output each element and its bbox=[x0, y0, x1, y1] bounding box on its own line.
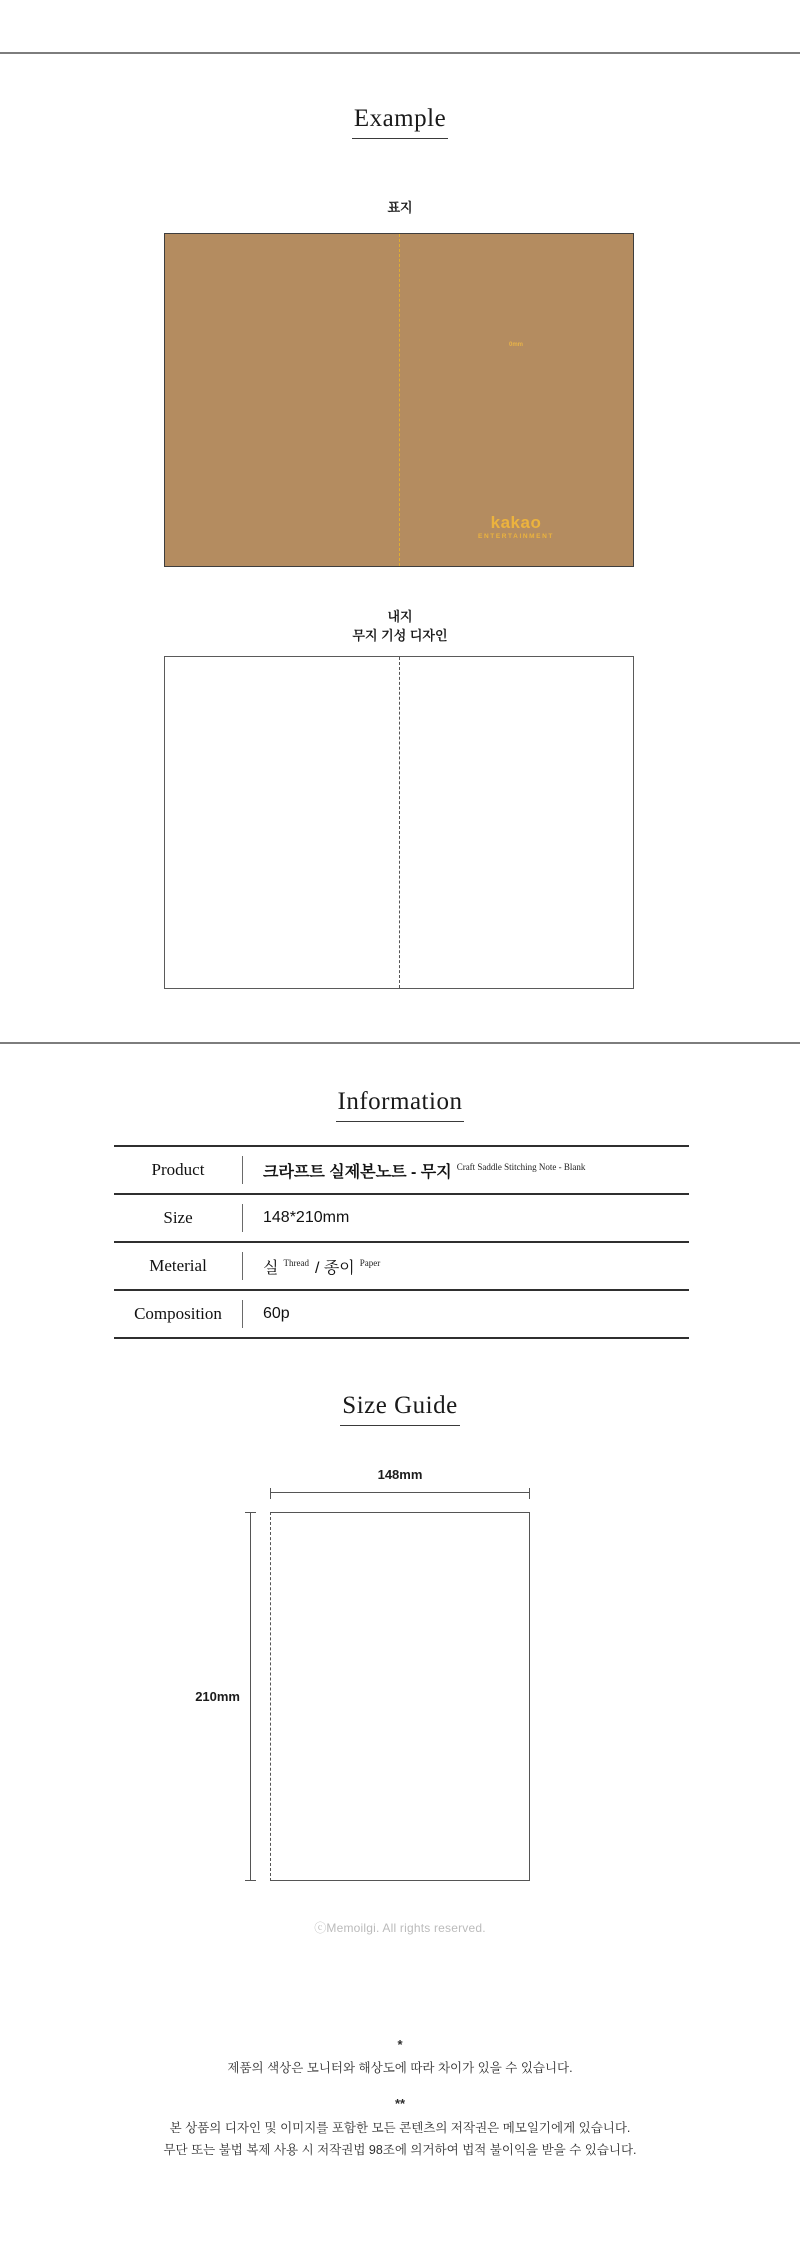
measure-tick bbox=[245, 1880, 256, 1881]
composition-row-value: 60p bbox=[263, 1305, 290, 1322]
size-guide-heading bbox=[0, 1392, 800, 1426]
height-measure-line bbox=[250, 1512, 251, 1881]
footnote-2-line2: 무단 또는 불법 복제 사용 시 저작권법 98조에 의거하여 법적 불이익을 받을 수 있습니다. bbox=[163, 2143, 637, 2157]
kakao-logo bbox=[399, 514, 633, 541]
meterial-en-2: Paper bbox=[359, 1258, 381, 1269]
size-row-label: Size bbox=[163, 1208, 193, 1227]
cover-bleed-note: 0mm bbox=[508, 342, 523, 348]
copyright-text: ⓒMemoilgi. All rights reserved. bbox=[314, 1921, 486, 1935]
information-table bbox=[114, 1145, 689, 1339]
size-row-value: 148*210mm bbox=[263, 1209, 350, 1226]
width-dimension-label: 148mm bbox=[377, 1467, 423, 1482]
size-guide-rectangle bbox=[270, 1512, 530, 1881]
size-guide-heading-text: Size Guide bbox=[340, 1392, 459, 1426]
meterial-row-value bbox=[243, 1255, 380, 1278]
meterial-ko-2: / 종이 bbox=[314, 1259, 355, 1277]
measure-tick bbox=[270, 1488, 271, 1499]
product-row-value bbox=[243, 1159, 585, 1182]
mid-divider bbox=[0, 1042, 800, 1044]
example-heading-text: Example bbox=[352, 105, 448, 139]
footnote-1: 제품의 색상은 모니터와 해상도에 따라 차이가 있을 수 있습니다. bbox=[227, 2061, 573, 2075]
inner-page-preview bbox=[164, 656, 634, 989]
table-row-size bbox=[114, 1195, 689, 1243]
meterial-en-1: Thread bbox=[283, 1258, 309, 1269]
table-row-product bbox=[114, 1147, 689, 1195]
information-heading-text: Information bbox=[336, 1088, 465, 1122]
top-divider bbox=[0, 52, 800, 54]
inner-label-line2: 무지 기성 디자인 bbox=[352, 628, 448, 643]
inner-label-line1: 내지 bbox=[387, 609, 413, 624]
meterial-row-label: Meterial bbox=[149, 1256, 207, 1275]
height-dimension-label: 210mm bbox=[195, 1689, 240, 1704]
composition-row-label: Composition bbox=[134, 1304, 222, 1323]
example-heading bbox=[0, 105, 800, 139]
table-row-meterial bbox=[114, 1243, 689, 1291]
cover-label: 표지 bbox=[387, 200, 413, 215]
measure-tick bbox=[529, 1488, 530, 1499]
product-name-ko: 크라프트 실제본노트 - 무지 bbox=[263, 1163, 452, 1181]
information-heading bbox=[0, 1088, 800, 1122]
inner-fold-line bbox=[399, 657, 400, 988]
width-measure-line bbox=[270, 1492, 530, 1493]
footnote-marker-1: * bbox=[397, 2037, 403, 2052]
footnote-marker-2: ** bbox=[394, 2096, 406, 2111]
footnote-2-line1: 본 상품의 디자인 및 이미지를 포함한 모든 콘텐츠의 저작권은 메모일기에게 있습니다. bbox=[169, 2121, 631, 2135]
table-row-composition bbox=[114, 1291, 689, 1339]
meterial-ko-1: 실 bbox=[263, 1259, 279, 1277]
measure-tick bbox=[245, 1512, 256, 1513]
inner-label bbox=[0, 607, 800, 645]
product-row-label: Product bbox=[151, 1160, 205, 1179]
kakao-logo-text: kakao bbox=[490, 513, 542, 532]
product-name-en: Craft Saddle Stitching Note - Blank bbox=[456, 1162, 586, 1173]
kakao-logo-subtext: ENTERTAINMENT bbox=[478, 533, 554, 540]
cover-preview bbox=[164, 233, 634, 567]
